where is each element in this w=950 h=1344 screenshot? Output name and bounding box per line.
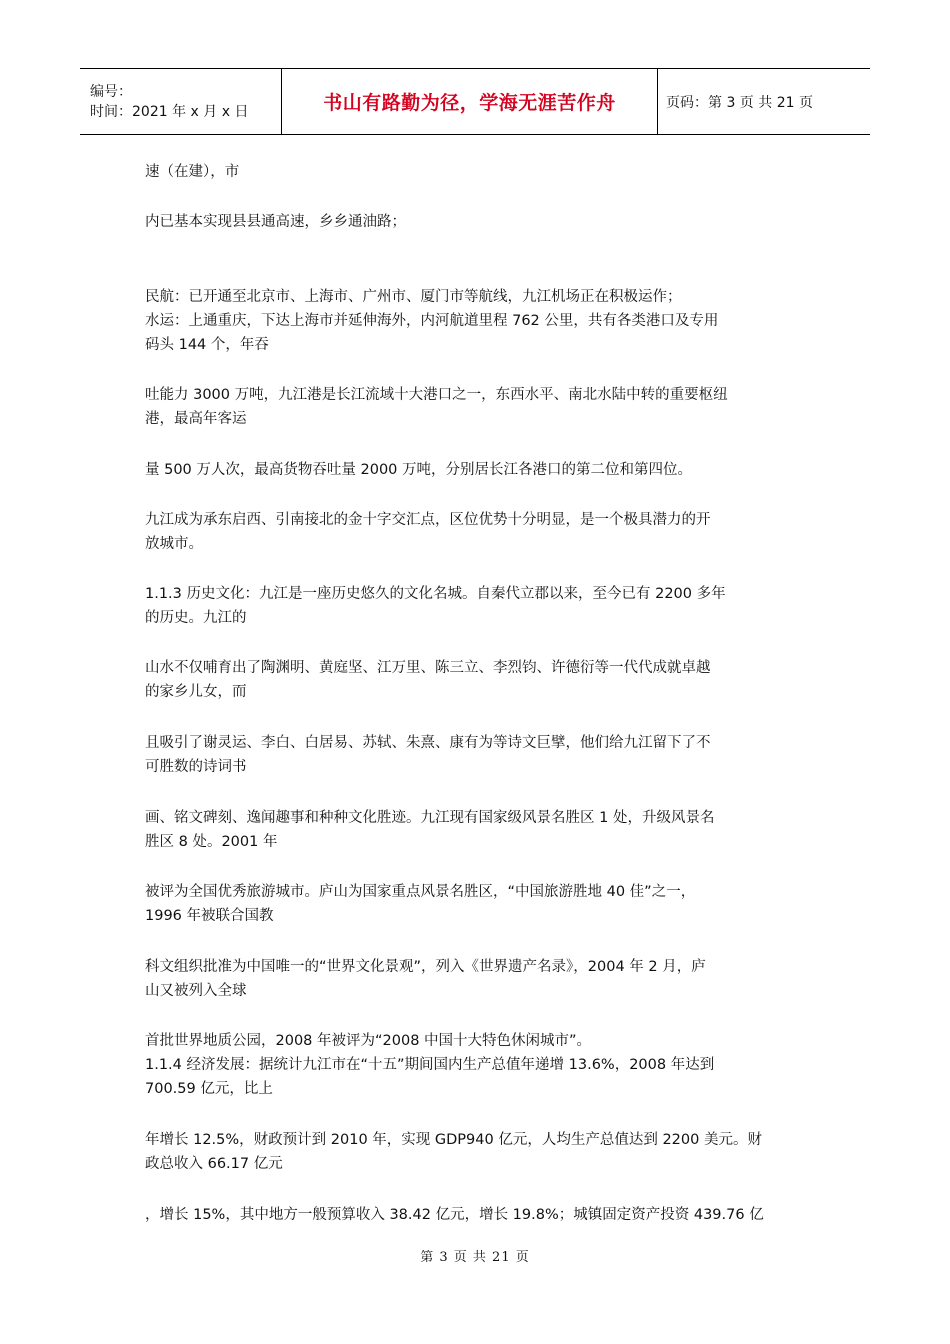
paragraph	[145, 458, 815, 482]
text-line: 政总收入 66.17 亿元	[145, 1156, 283, 1172]
text-line: 科文组织批准为中国唯一的“世界文化景观”，列入《世界遗产名录》，2004 年 2 月，庐	[145, 959, 706, 975]
text-line: 量 500 万人次，最高货物吞吐量 2000 万吨，分别居长江各港口的第二位和第四位。	[145, 462, 693, 478]
text-line: 且吸引了谢灵运、李白、白居易、苏轼、朱熹、康有为等诗文巨擘，他们给九江留下了不	[145, 735, 711, 751]
header-motto: 书山有路勤为径，学海无涯苦作舟	[323, 92, 616, 114]
text-line: 港，最高年客运	[145, 411, 247, 427]
paragraph	[145, 806, 815, 854]
text-line: 首批世界地质公园，2008 年被评为“2008 中国十大特色休闲城市”。	[145, 1033, 592, 1049]
text-line: 九江成为承东启西、引南接北的金十字交汇点，区位优势十分明显，是一个极具潜力的开	[145, 512, 711, 528]
paragraph	[145, 731, 815, 779]
text-line: 胜区 8 处。2001 年	[145, 834, 278, 850]
paragraph	[145, 210, 815, 234]
text-line: 山又被列入全球	[145, 983, 247, 999]
text-line: 700.59 亿元，比上	[145, 1081, 273, 1097]
document-date-label: 时间：2021 年 x 月 x 日	[90, 103, 249, 120]
text-line: 可胜数的诗词书	[145, 759, 247, 775]
page-footer	[0, 1246, 950, 1265]
paragraph	[145, 955, 815, 1003]
paragraph	[145, 508, 815, 556]
text-line: 内已基本实现县县通高速，乡乡通油路；	[145, 214, 406, 230]
text-line: 1.1.3 历史文化：九江是一座历史悠久的文化名城。自秦代立郡以来，至今已有 2200 多年	[145, 586, 726, 602]
document-number-label: 编号：	[90, 83, 132, 100]
text-line: 的历史。九江的	[145, 610, 247, 626]
text-line: 放城市。	[145, 536, 203, 552]
text-line: 水运：上通重庆，下达上海市并延伸海外，内河航道里程 762 公里，共有各类港口及专用	[145, 313, 719, 329]
text-line: 的家乡儿女，而	[145, 684, 247, 700]
text-line: 年增长 12.5%，财政预计到 2010 年，实现 GDP940 亿元，人均生产总值达到 2200 美元。财	[145, 1132, 762, 1148]
paragraph	[145, 656, 815, 704]
text-line: 码头 144 个，年吞	[145, 337, 269, 353]
paragraph	[145, 285, 815, 357]
text-line: 被评为全国优秀旅游城市。庐山为国家重点风景名胜区，“中国旅游胜地 40 佳”之一，	[145, 884, 696, 900]
text-line: 1996 年被联合国教	[145, 908, 274, 924]
paragraph	[145, 383, 815, 431]
text-line: 民航：已开通至北京市、上海市、广州市、厦门市等航线，九江机场正在积极运作；	[145, 289, 682, 305]
page-header	[80, 68, 870, 135]
text-line: ，增长 15%，其中地方一般预算收入 38.42 亿元，增长 19.8%；城镇固定资产投资 439.76 亿	[145, 1207, 764, 1223]
text-line: 画、铭文碑刻、逸闻趣事和种种文化胜迹。九江现有国家级风景名胜区 1 处，升级风景名	[145, 810, 715, 826]
header-page-cell	[658, 69, 870, 134]
paragraph	[145, 880, 815, 928]
header-meta	[80, 69, 282, 134]
text-line: 山水不仅哺育出了陶渊明、黄庭坚、江万里、陈三立、李烈钧、许德衍等一代代成就卓越	[145, 660, 711, 676]
text-line: 1.1.4 经济发展：据统计九江市在“十五”期间国内生产总值年递增 13.6%，2008 年达到	[145, 1057, 715, 1073]
header-motto-cell	[282, 69, 658, 134]
paragraph	[145, 1128, 815, 1176]
paragraph	[145, 1203, 815, 1227]
paragraph	[145, 1029, 815, 1101]
paragraph	[145, 582, 815, 630]
paragraph	[145, 160, 815, 184]
text-line: 吐能力 3000 万吨，九江港是长江流域十大港口之一，东西水平、南北水陆中转的重要枢纽	[145, 387, 728, 403]
header-page-number: 页码：第 3 页 共 21 页	[666, 94, 813, 111]
text-line: 速（在建），市	[145, 164, 240, 180]
footer-page-number: 第 3 页 共 21 页	[420, 1250, 530, 1265]
